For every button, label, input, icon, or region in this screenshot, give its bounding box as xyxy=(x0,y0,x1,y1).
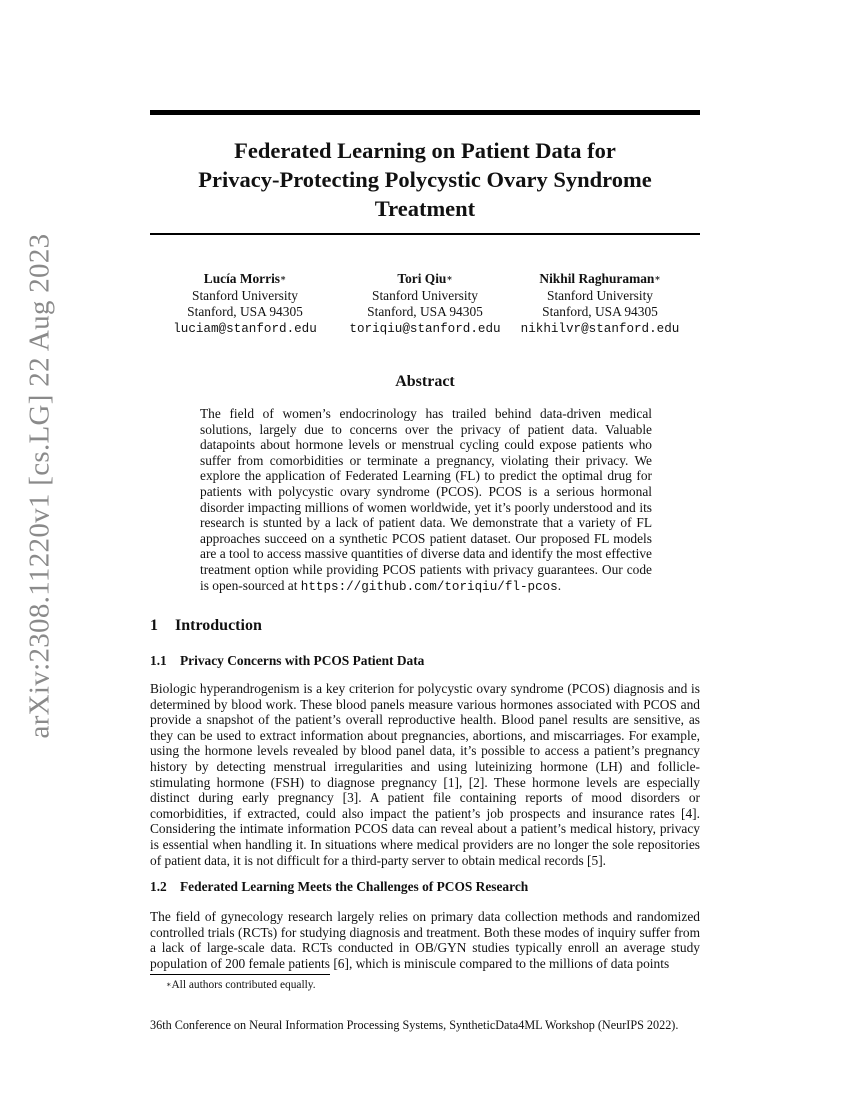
body-paragraph: The field of gynecology research largely relies on primary data collection methods and randomized controlled trials (RCTs) for studying diagnosis and treatment. Both these modes of inquiry suffer from a lack of large-scale data. RCTs conducted in OB/GYN studies typically enroll an average study population of 200 female patients [6], which is miniscule compared to the millions of data points xyxy=(150,909,700,971)
abstract-end: . xyxy=(557,577,562,593)
subsection-number: 1.2 xyxy=(150,879,167,894)
title-line: Treatment xyxy=(374,196,476,221)
author-address: Stanford, USA 94305 xyxy=(187,304,303,319)
author-name: Nikhil Raghuraman xyxy=(539,271,655,286)
section-number: 1 xyxy=(150,617,158,634)
section-heading xyxy=(150,617,700,635)
footnote-mark: ∗ xyxy=(166,980,172,989)
author-name: Lucía Morris xyxy=(203,271,281,286)
code-repository-link[interactable]: https://github.com/toriqiu/fl-pcos xyxy=(300,579,558,594)
footnote xyxy=(166,978,666,992)
subsection-heading xyxy=(150,879,700,895)
author-name: Tori Qiu xyxy=(397,271,447,286)
title-line: Privacy-Protecting Polycystic Ovary Syndrome xyxy=(198,167,652,192)
author-affiliation: Stanford University xyxy=(192,287,298,303)
title-line: Federated Learning on Patient Data for xyxy=(234,138,616,163)
author-block xyxy=(510,271,690,337)
title-top-rule xyxy=(150,110,700,115)
author-footnote-mark: ∗ xyxy=(280,273,287,283)
body-paragraph: Biologic hyperandrogenism is a key criterion for polycystic ovary syndrome (PCOS) diagnosis and is determined by blood work. These blood panels measure various hormones associated with PCOS and provide a snapshot of the patient’s overall reproductive health. Blood panel results are sensitive, as they can be used to extract information about pregnancies, abortions, and miscarriages. For example, using the hormone levels revealed by blood panel data, it’s possible to access a patient’s pregnancy history by detecting menstrual irregularities and using luteinizing hormone (LH) and follicle-stimulating hormone (FSH) to diagnose pregnancy [1], [2]. These hormone levels are especially distinct during early pregnancy [3]. A patient file containing reports of mood disorders or comorbidities, if extracted, could also impact the patient’s job prospects and insurance rates [4]. Considering the intimate information PCOS data can reveal about a patient’s medical history, privacy is essential when handling it. In situations where medical providers are no longer the sole repositories of patient data, it is not difficult for a third-party server to obtain medical records [5]. xyxy=(150,681,700,868)
abstract-body xyxy=(200,406,652,595)
author-email[interactable]: nikhilvr@stanford.edu xyxy=(520,321,680,336)
author-footnote-mark: ∗ xyxy=(654,273,661,283)
author-address: Stanford, USA 94305 xyxy=(542,304,658,319)
subsection-title: Privacy Concerns with PCOS Patient Data xyxy=(180,653,425,668)
title-bottom-rule xyxy=(150,233,700,235)
abstract-text: The field of women’s endocrinology has trailed behind data-driven medical solutions, largely due to concerns over the privacy of patient data. Valuable datapoints about hormone levels or menstrual cycling could expose patients who suffer from comorbidities or terminate a pregnancy, violating their privacy. We explore the application of Federated Learning (FL) to predict the optimal drug for patients with polycystic ovary syndrome (PCOS). PCOS is a serious hormonal disorder impacting millions of women worldwide, yet it’s poorly understood and its research is stunted by a lack of patient data. We demonstrate that a variety of FL approaches succeed on a synthetic PCOS patient dataset. Our proposed FL models are a tool to access massive quantities of diverse data and identify the most effective treatment option while providing PCOS patients with privacy guarantees. Our code is open-sourced at xyxy=(200,406,652,593)
subsection-number: 1.1 xyxy=(150,653,167,668)
author-affiliation: Stanford University xyxy=(372,287,478,303)
section-title: Introduction xyxy=(175,617,262,634)
paper-title xyxy=(150,136,700,223)
subsection-title: Federated Learning Meets the Challenges of PCOS Research xyxy=(180,879,529,894)
author-email[interactable]: luciam@stanford.edu xyxy=(173,321,317,336)
abstract-heading: Abstract xyxy=(395,373,455,390)
author-email[interactable]: toriqiu@stanford.edu xyxy=(349,321,501,336)
author-block xyxy=(155,271,335,337)
author-block xyxy=(335,271,515,337)
footnote-rule xyxy=(150,974,330,975)
footnote-text: All authors contributed equally. xyxy=(171,979,316,991)
author-affiliation: Stanford University xyxy=(547,287,653,303)
arxiv-stamp-text: arXiv:2308.11220v1 [cs.LG] 22 Aug 2023 xyxy=(23,233,56,739)
author-address: Stanford, USA 94305 xyxy=(367,304,483,319)
author-footnote-mark: ∗ xyxy=(446,273,453,283)
subsection-heading xyxy=(150,653,700,669)
conference-note: 36th Conference on Neural Information Processing Systems, SyntheticData4ML Workshop (NeurIPS 2022). xyxy=(150,1018,679,1032)
